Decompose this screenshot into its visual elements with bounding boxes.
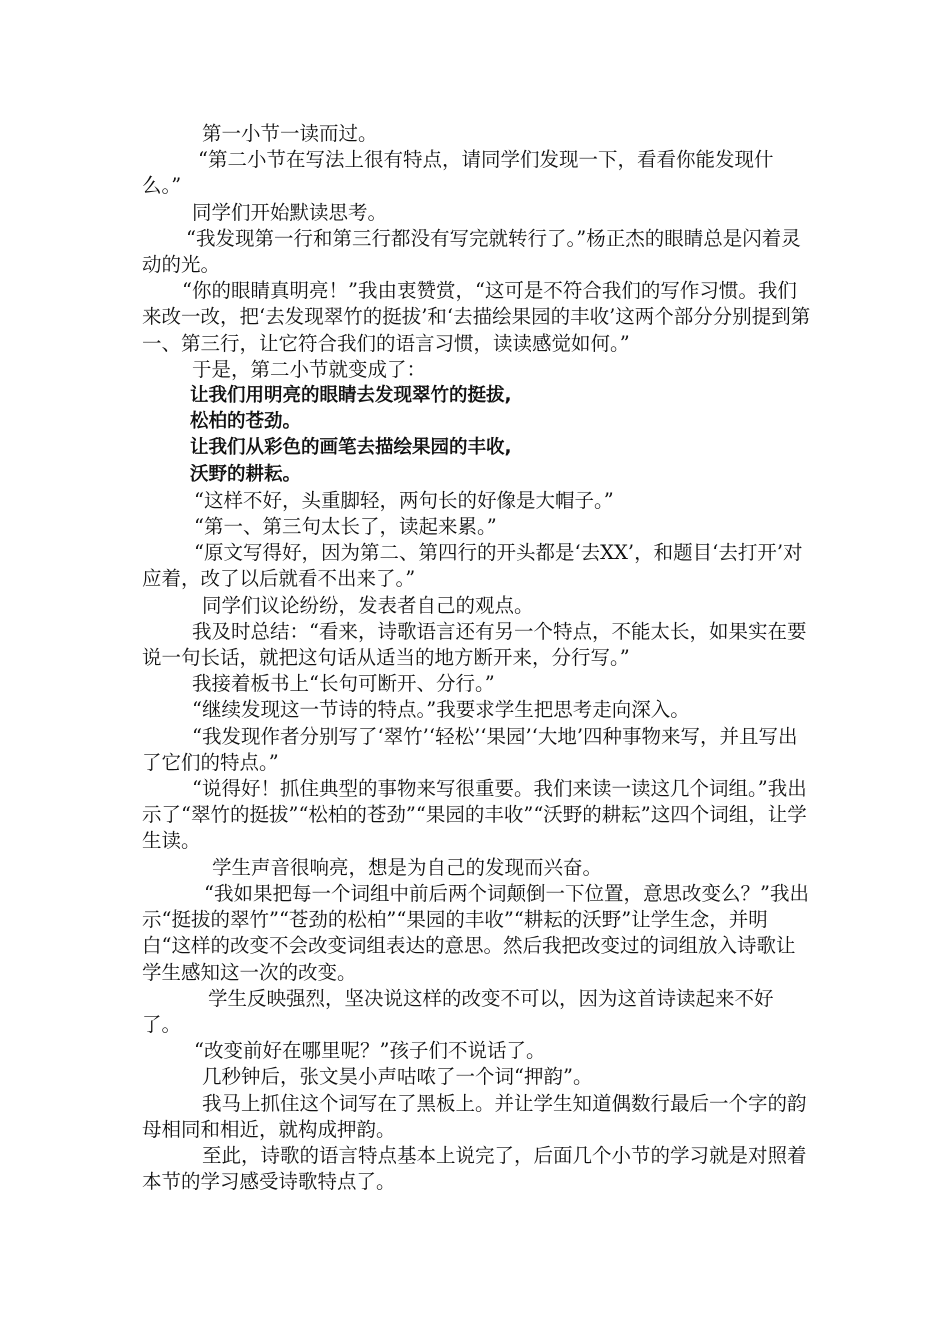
- paragraph: “这样不好，头重脚轻，两句长的好像是大帽子。”: [194, 488, 614, 512]
- paragraph: “改变前好在哪里呢？”孩子们不说话了。: [194, 1039, 546, 1063]
- paragraph: “继续发现这一节诗的特点。”我要求学生把思考走向深入。: [192, 698, 690, 722]
- paragraph: 学生声音很响亮，想是为自己的发现而兴奋。: [212, 855, 603, 879]
- paragraph: 学生反映强烈，坚决说这样的改变不可以，因为这首诗读起来不好了。: [142, 986, 774, 1036]
- paragraph: “你的眼睛真明亮！”我由衷赞赏，“这可是不符合我们的写作习惯。我们来改一改，把‘去发现翠竹的挺拔’和‘去描绘果园的丰收’这两个部分分别提到第一、第三行，让它符合我们的语言习惯，读读感觉如何。”: [142, 279, 811, 355]
- paragraph: “第一、第三句太长了，读起来累。”: [194, 515, 497, 539]
- paragraph: 于是，第二小节就变成了：: [192, 357, 427, 381]
- poem-line: 让我们用明亮的眼睛去发现翠竹的挺拔,: [190, 385, 512, 407]
- paragraph: 我接着板书上“长句可断开、分行。”: [192, 672, 495, 696]
- paragraph: 同学们议论纷纷，发表者自己的观点。: [202, 593, 534, 617]
- paragraph: 同学们开始默读思考。: [192, 200, 388, 224]
- paragraph: “我发现作者分别写了‘翠竹’‘轻松’‘果园’‘大地’四种事物来写，并且写出了它们的特点。”: [142, 724, 798, 774]
- paragraph: 我及时总结：“看来，诗歌语言还有另一个特点，不能太长，如果实在要说一句长话，就把这句话从适当的地方断开来，分行写。”: [142, 619, 807, 670]
- poem-line: 沃野的耕耘。: [190, 463, 302, 485]
- paragraph: “说得好！抓住典型的事物来写很重要。我们来读一读这几个词组。”我出示了“翠竹的挺拔”“松柏的苍劲”“果园的丰收”“沃野的耕耘”这四个词组，让学生读。: [142, 777, 807, 853]
- poem-line: 让我们从彩色的画笔去描绘果园的丰收,: [190, 437, 512, 459]
- paragraph: 几秒钟后，张文昊小声咕哝了一个词“押韵”。: [202, 1065, 593, 1089]
- paragraph: “我如果把每一个词组中前后两个词颠倒一下位置，意思改变么？”我出示“挺拔的翠竹”“苍劲的松柏”“果园的丰收”“耕耘的沃野”让学生念，并明白“这样的改变不会改变词组表达的意思。然后我把改变过的词组放入诗歌让学生感知这一次的改变。: [142, 881, 809, 984]
- poem-line: 松柏的苍劲。: [190, 411, 302, 433]
- paragraph: “原文写得好，因为第二、第四行的开头都是‘去XX’，和题目‘去打开’对应着，改了以后就看不出来了。”: [142, 541, 803, 591]
- paragraph: “第二小节在写法上很有特点，请同学们发现一下，看看你能发现什么。”: [142, 148, 774, 198]
- paragraph: 我马上抓住这个词写在了黑板上。并让学生知道偶数行最后一个字的韵母相同和相近，就构成押韵。: [142, 1091, 807, 1141]
- paragraph: 第一小节一读而过。: [202, 122, 378, 145]
- paragraph: 至此，诗歌的语言特点基本上说完了，后面几个小节的学习就是对照着本节的学习感受诗歌特点了。: [142, 1143, 807, 1194]
- paragraph: “我发现第一行和第三行都没有写完就转行了。”杨正杰的眼睛总是闪着灵动的光。: [142, 226, 801, 277]
- document-body: [142, 121, 812, 1195]
